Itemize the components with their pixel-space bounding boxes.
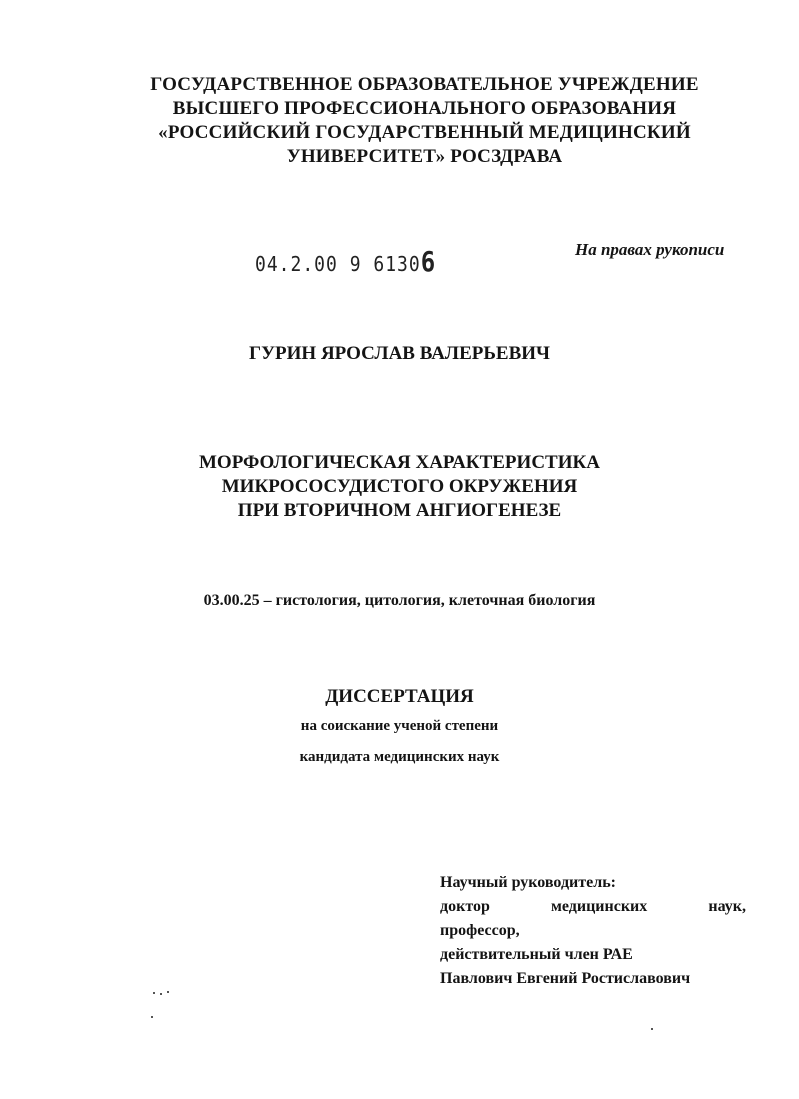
title-line-1: МОРФОЛОГИЧЕСКАЯ ХАРАКТЕРИСТИКА	[198, 452, 600, 473]
author-name: ГУРИН ЯРОСЛАВ ВАЛЕРЬЕВИЧ	[249, 343, 550, 364]
specialty-code: 03.00.25 – гистология, цитология, клеточная биология	[203, 592, 596, 609]
title-line-3: ПРИ ВТОРИЧНОМ АНГИОГЕНЕЗЕ	[237, 500, 562, 521]
registration-number: 04.2.00 9 6130	[255, 252, 421, 277]
scan-speck	[153, 992, 155, 994]
supervisor-block	[440, 871, 746, 991]
scan-speck	[651, 1028, 653, 1030]
institution-line-3: «РОССИЙСКИЙ ГОСУДАРСТВЕННЫЙ МЕДИЦИНСКИЙ	[158, 122, 691, 143]
supervisor-position: профессор,	[440, 922, 520, 939]
registration-stamp	[255, 246, 436, 278]
institution-line-2: ВЫСШЕГО ПРОФЕССИОНАЛЬНОГО ОБРАЗОВАНИЯ	[172, 98, 677, 119]
title-line-2: МИКРОСОСУДИСТОГО ОКРУЖЕНИЯ	[221, 476, 578, 497]
registration-last-digit: 6	[420, 245, 437, 279]
scan-speck	[160, 993, 162, 995]
document-type-heading: ДИССЕРТАЦИЯ	[325, 686, 474, 707]
supervisor-name: Павлович Евгений Ростиславович	[440, 970, 691, 987]
manuscript-rights-note: На правах рукописи	[575, 240, 725, 259]
supervisor-degree-word-2: медицинских	[550, 898, 648, 915]
supervisor-membership: действительный член РАЕ	[440, 946, 633, 963]
dissertation-title	[0, 451, 799, 523]
supervisor-degree-word-3: наук,	[708, 898, 746, 915]
degree-purpose-line: на соискание ученой степени	[300, 718, 499, 734]
supervisor-degree-line	[440, 895, 746, 919]
institution-header	[25, 73, 799, 169]
supervisor-degree-word-1: доктор	[440, 898, 490, 915]
scan-speck	[151, 1016, 153, 1018]
scan-speck	[167, 991, 169, 993]
supervisor-label: Научный руководитель:	[440, 874, 616, 891]
degree-name-line: кандидата медицинских наук	[299, 749, 500, 765]
institution-line-4: УНИВЕРСИТЕТ» РОСЗДРАВА	[286, 146, 563, 167]
institution-line-1: ГОСУДАРСТВЕННОЕ ОБРАЗОВАТЕЛЬНОЕ УЧРЕЖДЕНИЕ	[150, 74, 699, 95]
